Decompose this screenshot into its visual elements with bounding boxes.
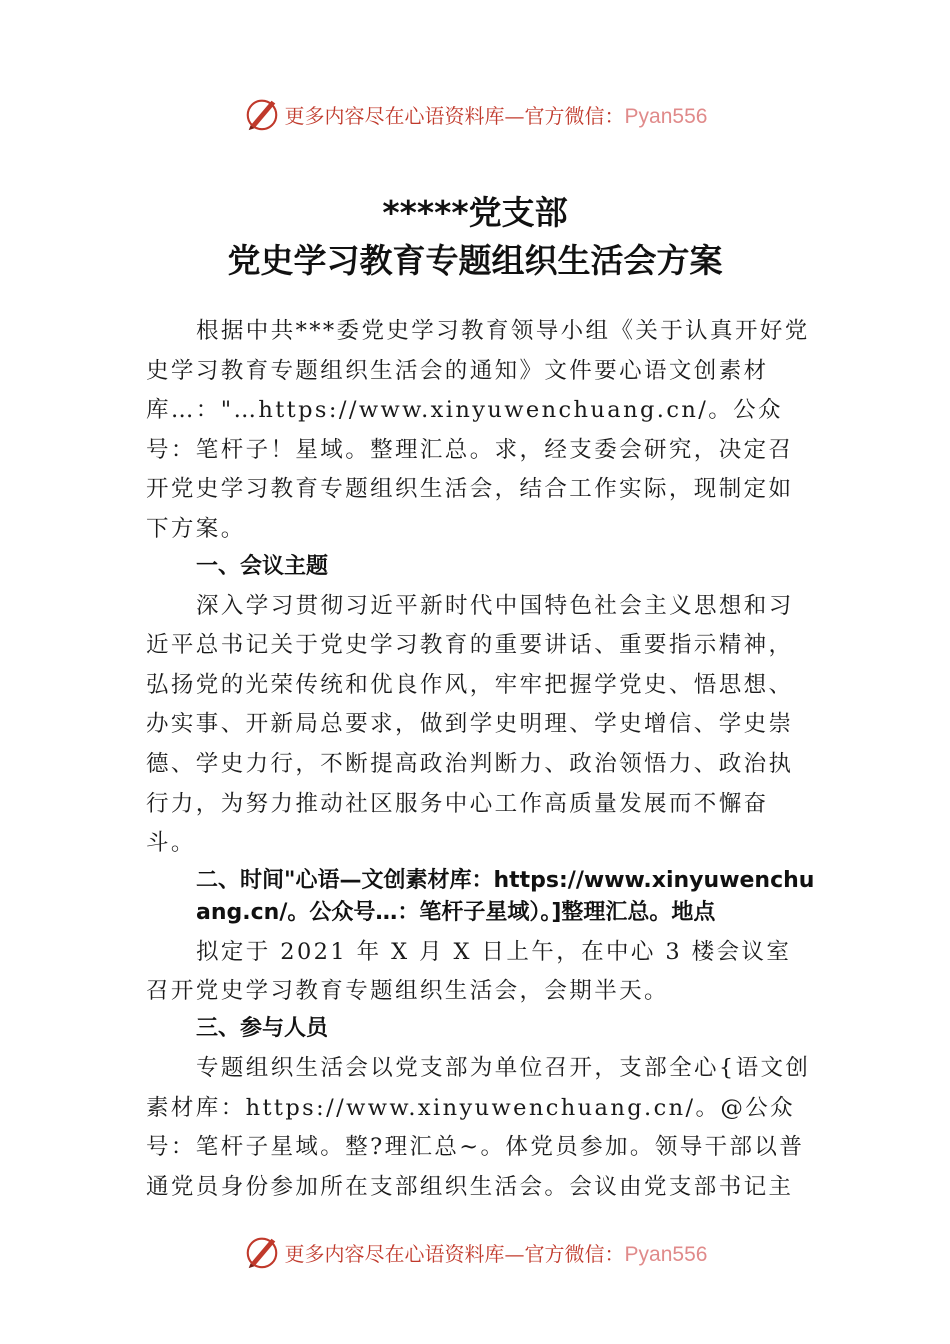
watermark-banner-bottom <box>0 1232 950 1272</box>
doc-body <box>146 312 816 1207</box>
doc-title-line1: *****党支部 <box>382 193 568 232</box>
watermark-banner-top <box>0 94 950 134</box>
pen-logo-icon <box>243 1233 281 1271</box>
section-heading-participants: 三、参与人员 <box>196 1015 329 1041</box>
pen-logo-icon <box>243 95 281 133</box>
section-heading-time-place: 二、时间"心语—文创素材库：https://www.xinyuwenchuang.cn/。公众号…：笔杆子星域）。]整理汇总。地点 <box>196 867 815 925</box>
watermark-account: Pyan556 <box>624 104 708 128</box>
watermark-text: 更多内容尽在心语资料库—官方微信：Pyan556 <box>284 1241 708 1266</box>
doc-title-line2: 党史学习教育专题组织生活会方案 <box>227 241 723 280</box>
section-heading-theme: 一、会议主题 <box>196 553 329 579</box>
watermark-account: Pyan556 <box>624 1242 708 1266</box>
section-body-participants: 专题组织生活会以党支部为单位召开，支部全心{语文创素材库：https://www.xinyuwenchuang.cn/。@公众号：笔杆子星域。整?理汇总~。体党员参加。领导干部以普通党员身份参加所在支部组织生活会。会议由党支部书记主 <box>146 1054 811 1200</box>
intro-paragraph: 根据中共***委党史学习教育领导小组《关于认真开好党史学习教育专题组织生活会的通知》文件要心语文创素材库…："…https://www.xinyuwenchuang.cn/。公众号：笔杆子！星域。整理汇总。求，经支委会研究，决定召开党史学习教育专题组织生活会，结合工作实际，现制定如下方案。 <box>146 318 810 542</box>
watermark-text: 更多内容尽在心语资料库—官方微信：Pyan556 <box>284 103 708 128</box>
section-body-theme: 深入学习贯彻习近平新时代中国特色社会主义思想和习近平总书记关于党史学习教育的重要讲话、重要指示精神，弘扬党的光荣传统和优良作风，牢牢把握学党史、悟思想、办实事、开新局总要求，做到学史明理、学史增信、学史崇德、学史力行，不断提高政治判断力、政治领悟力、政治执行力，为努力推动社区服务中心工作高质量发展而不懈奋斗。 <box>146 592 794 857</box>
section-body-time-place: 拟定于 2021 年 X 月 X 日上午，在中心 3 楼会议室召开党史学习教育专题组织生活会，会期半天。 <box>146 938 792 1005</box>
